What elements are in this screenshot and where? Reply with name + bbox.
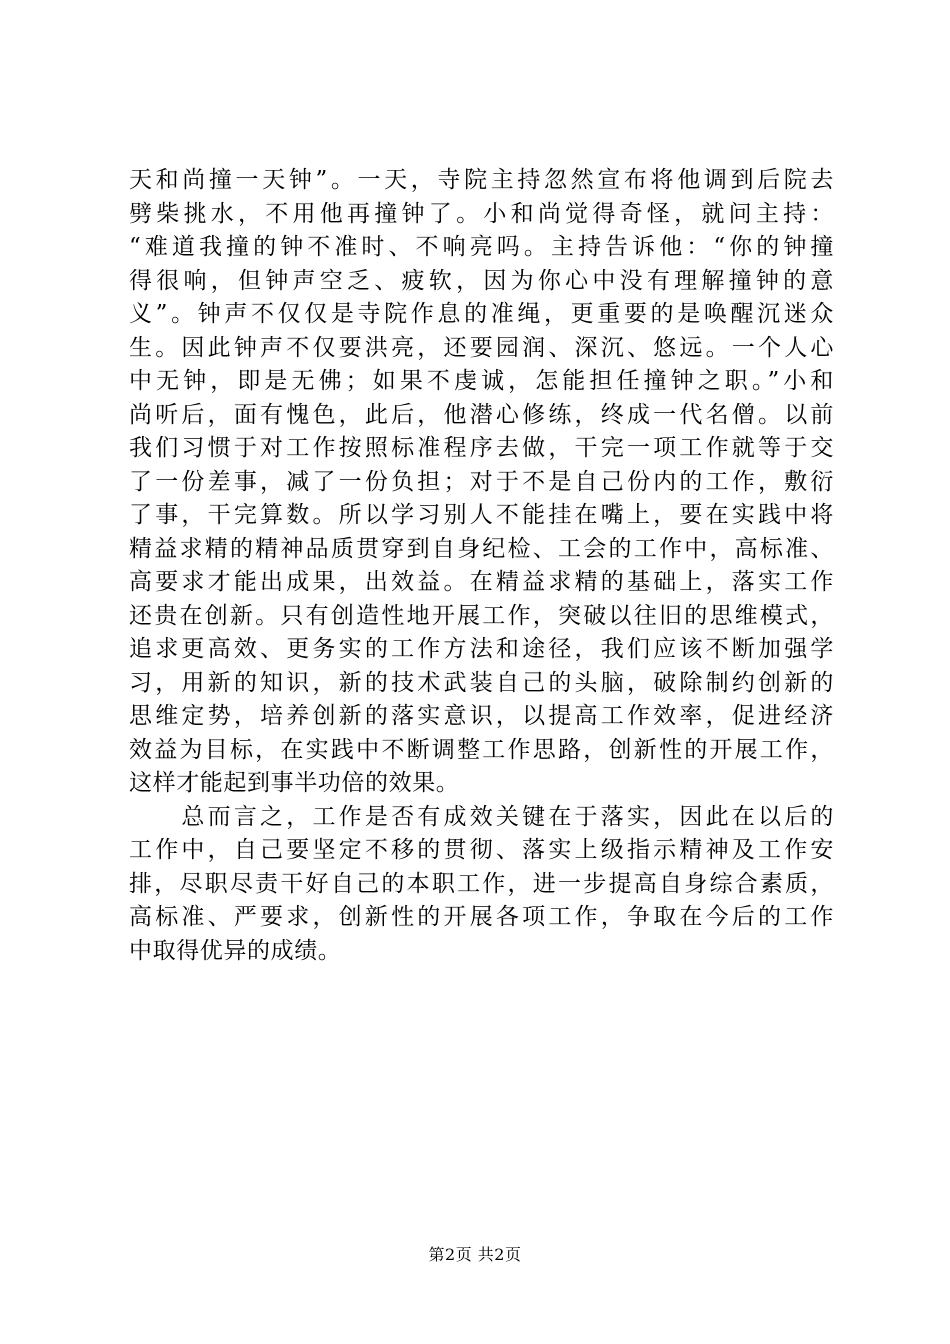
paragraph-start-line: 总而言之，工作是否有成效关键在于落实，因此在以后的: [129, 803, 834, 830]
text-line: 中无钟，即是无佛；如果不虔诚，怎能担任撞钟之职。”小和: [129, 368, 834, 394]
text-line: 追求更高效、更务实的工作方法和途径，我们应该不断加强学: [129, 636, 834, 662]
text-line: 了事，干完算数。所以学习别人不能挂在嘴上，要在实践中将: [129, 502, 834, 528]
text-line: 得很响，但钟声空乏、疲软，因为你心中没有理解撞钟的意: [129, 267, 834, 294]
page-number-footer: 第2页 共2页: [428, 1245, 522, 1264]
text-line: 了一份差事，减了一份负担；对于不是自己份内的工作，敷衍: [129, 468, 834, 495]
text-line: 还贵在创新。只有创造性地开展工作，突破以往旧的思维模式，: [129, 602, 834, 629]
paragraph-end-line: 这样才能起到事半功倍的效果。: [129, 770, 460, 796]
text-line: 精益求精的精神品质贯穿到自身纪检、工会的工作中，高标准、: [129, 535, 834, 562]
text-line: “难道我撞的钟不准时、不响亮吗。主持告诉他：“你的钟撞: [129, 234, 834, 260]
body-text: [129, 164, 834, 968]
text-line: 习，用新的知识，新的技术武装自己的头脑，破除制约创新的: [129, 669, 834, 696]
text-line: 天和尚撞一天钟”。一天，寺院主持忽然宣布将他调到后院去: [129, 167, 834, 193]
text-line: 效益为目标，在实践中不断调整工作思路，创新性的开展工作，: [129, 736, 834, 763]
text-line: 工作中，自己要坚定不移的贯彻、落实上级指示精神及工作安: [129, 837, 834, 863]
text-line: 高标准、严要求，创新性的开展各项工作，争取在今后的工作: [129, 904, 834, 930]
text-line: 尚听后，面有愧色，此后，他潜心修练，终成一代名僧。以前: [129, 401, 834, 428]
text-line: 我们习惯于对工作按照标准程序去做，干完一项工作就等于交: [129, 435, 834, 461]
text-line: 生。因此钟声不仅要洪亮，还要园润、深沉、悠远。一个人心: [129, 334, 834, 361]
text-line: 排，尽职尽责干好自己的本职工作，进一步提高自身综合素质，: [129, 870, 834, 897]
text-line: 高要求才能出成果，出效益。在精益求精的基础上，落实工作: [129, 569, 834, 595]
text-line: 义”。钟声不仅仅是寺院作息的准绳，更重要的是唤醒沉迷众: [129, 301, 834, 327]
paragraph-end-line: 中取得优异的成绩。: [129, 937, 342, 964]
text-line: 劈柴挑水，不用他再撞钟了。小和尚觉得奇怪，就问主持：: [129, 200, 834, 227]
text-line: 思维定势，培养创新的落实意识，以提高工作效率，促进经济: [129, 703, 834, 729]
